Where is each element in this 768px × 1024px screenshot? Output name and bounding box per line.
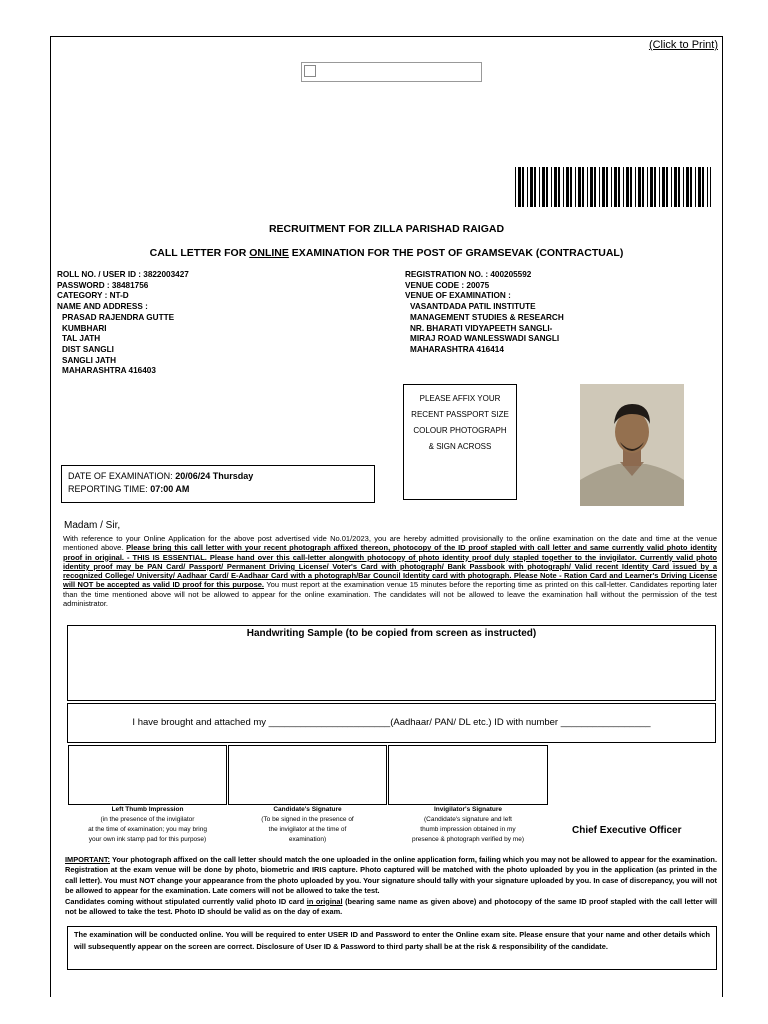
barcode-bar: [518, 167, 521, 207]
barcode-bar: [599, 167, 600, 207]
barcode-bar: [522, 167, 524, 207]
barcode-bar: [690, 167, 692, 207]
barcode-bar: [707, 167, 708, 207]
caption-line: the invigilator at the time of: [268, 826, 347, 833]
barcode-bar: [695, 167, 696, 207]
candidate-photo: [580, 384, 684, 506]
photo-box-text: & SIGN ACROSS: [428, 442, 492, 451]
barcode-bar: [590, 167, 593, 207]
address-line: DIST SANGLI: [62, 344, 114, 354]
barcode-bar: [650, 167, 653, 207]
barcode-bar: [678, 167, 680, 207]
caption-line: presence & photograph verified by me): [411, 836, 524, 843]
photo-box-text: PLEASE AFFIX YOUR: [419, 394, 501, 403]
barcode-bar: [654, 167, 656, 207]
address-line: PRASAD RAJENDRA GUTTE: [62, 312, 175, 322]
barcode-bar: [530, 167, 533, 207]
candidate-signature-box: [228, 745, 387, 805]
candidate-signature-caption: [228, 805, 387, 845]
call-letter-title: CALL LETTER FOR ONLINE EXAMINATION FOR THE POST OF GRAMSEVAK (CONTRACTUAL): [149, 247, 624, 259]
barcode-bar: [662, 167, 665, 207]
exam-date: DATE OF EXAMINATION: 20/06/24 Thursday: [68, 471, 254, 481]
print-link[interactable]: (Click to Print): [648, 39, 718, 51]
caption-heading: Candidate's Signature: [273, 806, 342, 813]
venue-line: NR. BHARATI VIDYAPEETH SANGLI-: [410, 323, 553, 333]
barcode-bar: [554, 167, 557, 207]
broken-image-icon: [304, 65, 316, 77]
barcode-bar: [630, 167, 632, 207]
chief-executive-officer: Chief Executive Officer: [572, 825, 682, 836]
caption-line: examination): [288, 836, 327, 843]
candidate-details: [57, 270, 387, 377]
caption-line: (Candidate's signature and left: [424, 816, 512, 823]
invigilator-signature-caption: [388, 805, 548, 845]
barcode-bar: [587, 167, 588, 207]
caption-line: your own ink stamp pad for this purpose): [88, 836, 207, 843]
registration-number: REGISTRATION NO. : 400205592: [405, 270, 532, 279]
barcode-bar: [702, 167, 704, 207]
handwriting-title: Handwriting Sample (to be copied from screen as instructed): [246, 628, 537, 639]
venue-code: VENUE CODE : 20075: [405, 280, 490, 290]
barcode-bar: [578, 167, 581, 207]
thumb-caption: [68, 805, 227, 845]
call-letter-page: [50, 36, 723, 997]
logo-image-placeholder: [301, 62, 482, 82]
caption-line: thumb impression obtained in my: [420, 826, 516, 833]
barcode-bar: [659, 167, 660, 207]
address-line: KUMBHARI: [62, 323, 107, 333]
barcode-bar: [558, 167, 560, 207]
thumb-impression-box: [68, 745, 227, 805]
barcode-bar: [594, 167, 596, 207]
important-label: IMPORTANT:: [65, 855, 111, 864]
affix-photo-box: [403, 384, 517, 500]
venue-line: MIRAJ ROAD WANLESSWADI SANGLI: [410, 334, 560, 344]
barcode-bar: [683, 167, 684, 207]
caption-heading: Invigilator's Signature: [433, 806, 502, 813]
barcode-bar: [674, 167, 677, 207]
venue-label: VENUE OF EXAMINATION :: [405, 291, 511, 301]
barcode-bar: [515, 167, 516, 207]
barcode-bar: [710, 167, 711, 207]
barcode-bar: [527, 167, 528, 207]
instructions-paragraph: With reference to your Online Application for the above post advertised vide No.01/2023, you are hereby admitted provisionally to the online examination on the date and time at the venue mentioned above. Please bring this call letter with your recent photograph affixed thereon, photocopy of the ID proof stapled with call letter and same currently valid photo identity proof in original. - THIS IS ESSENTIAL. Please hand over this call-letter alongwith photocopy of photo identity proof duly stapled together to the invigilator. Currently valid photo identity proof may be PAN Card/ Passport/ Permanent Driving License/ Voter's Card with photograph/ Bank Passbook with photograph/ Valid recent Identity Card issued by a recognized College/ University/ Aadhaar Card/ E-Aadhaar Card with a photograph/Bar Council Identity card with photograph. Please Note - Ration Card and Learner's Driving License will NOT be accepted as valid ID proof for this purpose. You must report at the examination venue 15 minutes before the reporting time as printed on this call-letter. Candidates reporting later than the time mentioned above will not be allowed to appear for the online examination. The candidates will not be allowed to leave the examination hall without the permission of the test administrator.: [63, 534, 717, 609]
venue-line: MAHARASHTRA 416414: [410, 344, 504, 354]
barcode-bar: [623, 167, 624, 207]
barcode-bar: [582, 167, 584, 207]
barcode-bar: [626, 167, 629, 207]
barcode-bar: [563, 167, 564, 207]
online-exam-notice: The examination will be conducted online. You will be required to enter USER ID and Password to enter the Online exam site. Please ensure that your name and other details which will subsequently appear on the screen are correct. Disclosure of User ID & Password to third party shall be at the risk & responsibility of the candidate.: [67, 926, 717, 970]
photo-box-text: RECENT PASSPORT SIZE: [411, 410, 509, 419]
barcode-bar: [638, 167, 641, 207]
salutation: Madam / Sir,: [64, 520, 121, 531]
address-line: SANGLI JATH: [62, 355, 116, 365]
barcode-bar: [566, 167, 569, 207]
barcode-bar: [614, 167, 617, 207]
caption-line: (To be signed in the presence of: [261, 816, 354, 823]
address-line: TAL JATH: [62, 334, 101, 344]
barcode-bar: [575, 167, 576, 207]
exam-date-box: [61, 465, 375, 503]
photo-box-text: COLOUR PHOTOGRAPH: [413, 426, 507, 435]
category: CATEGORY : NT-D: [57, 291, 129, 301]
handwriting-sample-box: [67, 625, 716, 701]
barcode-bar: [611, 167, 612, 207]
barcode-bar: [539, 167, 540, 207]
barcode-bar: [671, 167, 672, 207]
name-address-label: NAME AND ADDRESS :: [57, 302, 148, 312]
barcode-bar: [606, 167, 608, 207]
barcode-bar: [618, 167, 620, 207]
reporting-time: REPORTING TIME: 07:00 AM: [68, 484, 190, 494]
invigilator-signature-box: [388, 745, 548, 805]
caption-line: at the time of examination; you may bring: [88, 826, 207, 833]
barcode-bar: [698, 167, 701, 207]
barcode-bar: [635, 167, 636, 207]
recruitment-title: RECRUITMENT FOR ZILLA PARISHAD RAIGAD: [268, 223, 505, 235]
venue-line: MANAGEMENT STUDIES & RESEARCH: [410, 312, 564, 322]
venue-line: VASANTDADA PATIL INSTITUTE: [410, 302, 536, 312]
roll-number: ROLL NO. / USER ID : 3822003427: [57, 270, 189, 279]
barcode-bar: [546, 167, 548, 207]
barcode-bar: [686, 167, 689, 207]
barcode-bar: [602, 167, 605, 207]
address-line: MAHARASHTRA 416403: [62, 366, 156, 376]
barcode-bar: [551, 167, 552, 207]
barcode: [515, 167, 711, 207]
barcode-bar: [666, 167, 668, 207]
barcode-bar: [534, 167, 536, 207]
caption-line: (in the presence of the invigilator: [100, 816, 195, 823]
barcode-bar: [570, 167, 572, 207]
barcode-bar: [647, 167, 648, 207]
important-notice: IMPORTANT: Your photograph affixed on the call letter should match the one uploaded in the online application form, failing which you may not be allowed to appear for the examination. Registration at the exam venue will be done by photo, biometric and IRIS capture. Photo captured will be matched with the photo uploaded by you in the application (as printed in the call letter). You must NOT change your appearance from the photo uploaded by you. Your signature should tally with your signature uploaded by you. In case of discrepancy, you will not be allowed to appear for the examination. Late comers will not be allowed to take the test. Candidates coming without stipulated currently valid photo ID card in original (bearing same name as given above) and photocopy of the same ID proof stapled with the call letter will not be allowed to take the test. Photo ID should be valid as on the day of exam.: [65, 855, 717, 917]
id-declaration: I have brought and attached my _______________________(Aadhaar/ PAN/ DL etc.) ID with number _________________: [67, 703, 716, 743]
caption-heading: Left Thumb Impression: [111, 806, 184, 813]
venue-details: [405, 270, 715, 356]
password: PASSWORD : 38481756: [57, 280, 149, 290]
barcode-bar: [642, 167, 644, 207]
barcode-bar: [542, 167, 545, 207]
